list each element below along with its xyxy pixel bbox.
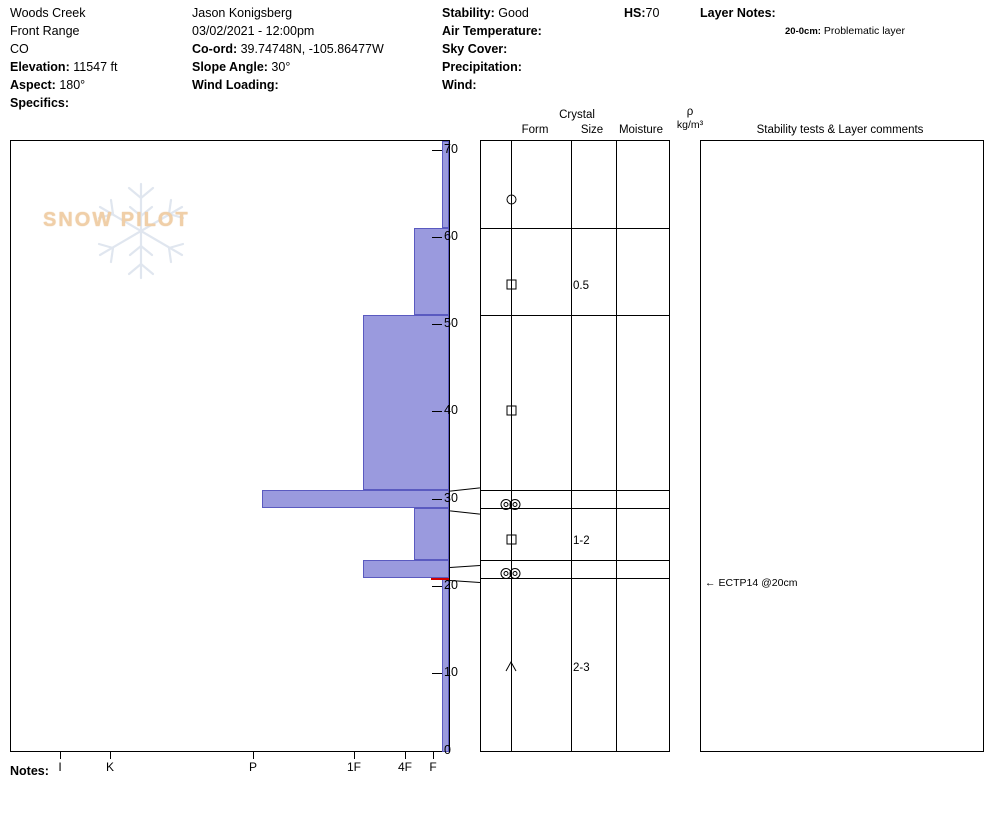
wind-loading-row	[192, 76, 437, 94]
grain-square-icon	[505, 278, 518, 291]
header-location-column	[10, 4, 185, 112]
header-hs-column	[624, 4, 689, 22]
coordinates-label: Co-ord:	[192, 42, 238, 56]
stability-comments-panel[interactable]	[700, 140, 984, 752]
stability-row	[442, 4, 632, 22]
notes-label: Notes:	[10, 764, 49, 778]
grain-form-square	[481, 533, 541, 549]
depth-tick-20: 20	[444, 578, 458, 592]
depth-tick-0: 0	[444, 743, 451, 757]
mountain-range: Front Range	[10, 24, 80, 38]
arrow-left-icon: ←	[705, 577, 716, 589]
header-conditions-column	[442, 4, 632, 94]
table-divider	[616, 141, 617, 751]
sky-cover-label: Sky Cover:	[442, 42, 508, 56]
depth-tick-10: 10	[444, 665, 458, 679]
density-symbol: ρ	[686, 106, 694, 118]
grain-meltform-icon	[499, 498, 523, 511]
layer-note-depth: 20-0cm:	[785, 26, 821, 37]
layer-boundary-22	[481, 560, 669, 561]
hardness-label-P: P	[248, 760, 258, 774]
stability-test-text: ECTP14 @20cm	[718, 577, 798, 589]
grain-circle-icon	[505, 193, 518, 206]
grain-form-square	[481, 404, 541, 420]
elevation-value: 11547 ft	[73, 60, 118, 74]
layer-boundary-50	[481, 315, 669, 316]
observation-datetime: 03/02/2021 - 12:00pm	[192, 24, 315, 38]
form-column-header: Form	[521, 124, 549, 136]
stability-column-header: Stability tests & Layer comments	[756, 124, 924, 136]
grain-form-caret	[481, 660, 541, 676]
snowpilot-logo: SNOW PILOT	[43, 209, 190, 231]
specifics-label: Specifics:	[10, 96, 70, 110]
hardness-label-I: I	[58, 760, 62, 774]
slope-angle-label: Slope Angle:	[192, 60, 268, 74]
coordinates-value: 39.74748N, -105.86477W	[240, 42, 384, 56]
air-temperature-label: Air Temperature:	[442, 24, 542, 38]
layer-note-item	[700, 24, 990, 39]
sky-cover-row	[442, 40, 632, 58]
layer-boundary-30	[481, 490, 669, 491]
coordinates-row	[192, 40, 437, 58]
size-column-header: Size	[580, 124, 604, 136]
grain-depthhoar-icon	[504, 660, 518, 673]
layer-note-text: Problematic layer	[823, 25, 905, 37]
grain-form-double-ring	[481, 498, 541, 514]
grain-form-circle	[481, 193, 541, 209]
grain-square-icon	[505, 533, 518, 546]
layer-boundary-60	[481, 228, 669, 229]
stability-label: Stability:	[442, 6, 495, 20]
layer-table[interactable]	[480, 140, 670, 752]
hardness-profile-plot[interactable]	[10, 140, 450, 752]
grain-form-square	[481, 278, 541, 294]
elevation-label: Elevation:	[10, 60, 70, 74]
depth-axis	[432, 140, 480, 757]
aspect-row	[10, 76, 185, 94]
grain-size-value: 0.5	[573, 280, 589, 292]
slope-angle-row	[192, 58, 437, 76]
grain-meltform-icon	[499, 567, 523, 580]
wind-row	[442, 76, 632, 94]
hardness-axis	[10, 752, 452, 778]
hs-value: 70	[645, 6, 660, 20]
depth-tick-70: 70	[444, 142, 458, 156]
layer-bar[interactable]	[262, 490, 449, 508]
depth-tick-50: 50	[444, 316, 458, 330]
specifics-row	[10, 94, 185, 112]
density-units: kg/m³	[676, 119, 704, 131]
depth-tick-60: 60	[444, 229, 458, 243]
state: CO	[10, 42, 29, 56]
site-name: Woods Creek	[10, 6, 86, 20]
hs-label: HS:	[624, 6, 646, 20]
stability-test-row[interactable]	[705, 577, 797, 589]
depth-tick-30: 30	[444, 491, 458, 505]
table-divider	[571, 141, 572, 751]
hardness-label-1F: 1F	[346, 760, 362, 774]
aspect-value: 180°	[59, 78, 86, 92]
stability-value: Good	[498, 6, 529, 20]
hardness-label-K: K	[105, 760, 115, 774]
header-layer-notes-column	[700, 4, 990, 39]
air-temperature-row	[442, 22, 632, 40]
hardness-label-4F: 4F	[397, 760, 413, 774]
depth-tick-40: 40	[444, 403, 458, 417]
wind-label: Wind:	[442, 78, 477, 92]
precipitation-row	[442, 58, 632, 76]
crystal-column-header: Crystal	[559, 109, 595, 121]
slope-angle-value: 30°	[271, 60, 291, 74]
grain-size-value: 1-2	[573, 535, 590, 547]
grain-square-icon	[505, 404, 518, 417]
hardness-label-F: F	[429, 760, 437, 774]
precipitation-label: Precipitation:	[442, 60, 522, 74]
wind-loading-label: Wind Loading:	[192, 78, 279, 92]
hs-row	[624, 4, 689, 22]
aspect-label: Aspect:	[10, 78, 56, 92]
moisture-column-header: Moisture	[618, 124, 664, 136]
header	[0, 0, 994, 120]
elevation-row	[10, 58, 185, 76]
layer-notes-title: Layer Notes:	[700, 6, 776, 20]
grain-form-double-ring	[481, 567, 541, 583]
header-observer-column	[192, 4, 437, 94]
grain-size-value: 2-3	[573, 662, 590, 674]
observer-name: Jason Konigsberg	[192, 6, 293, 20]
